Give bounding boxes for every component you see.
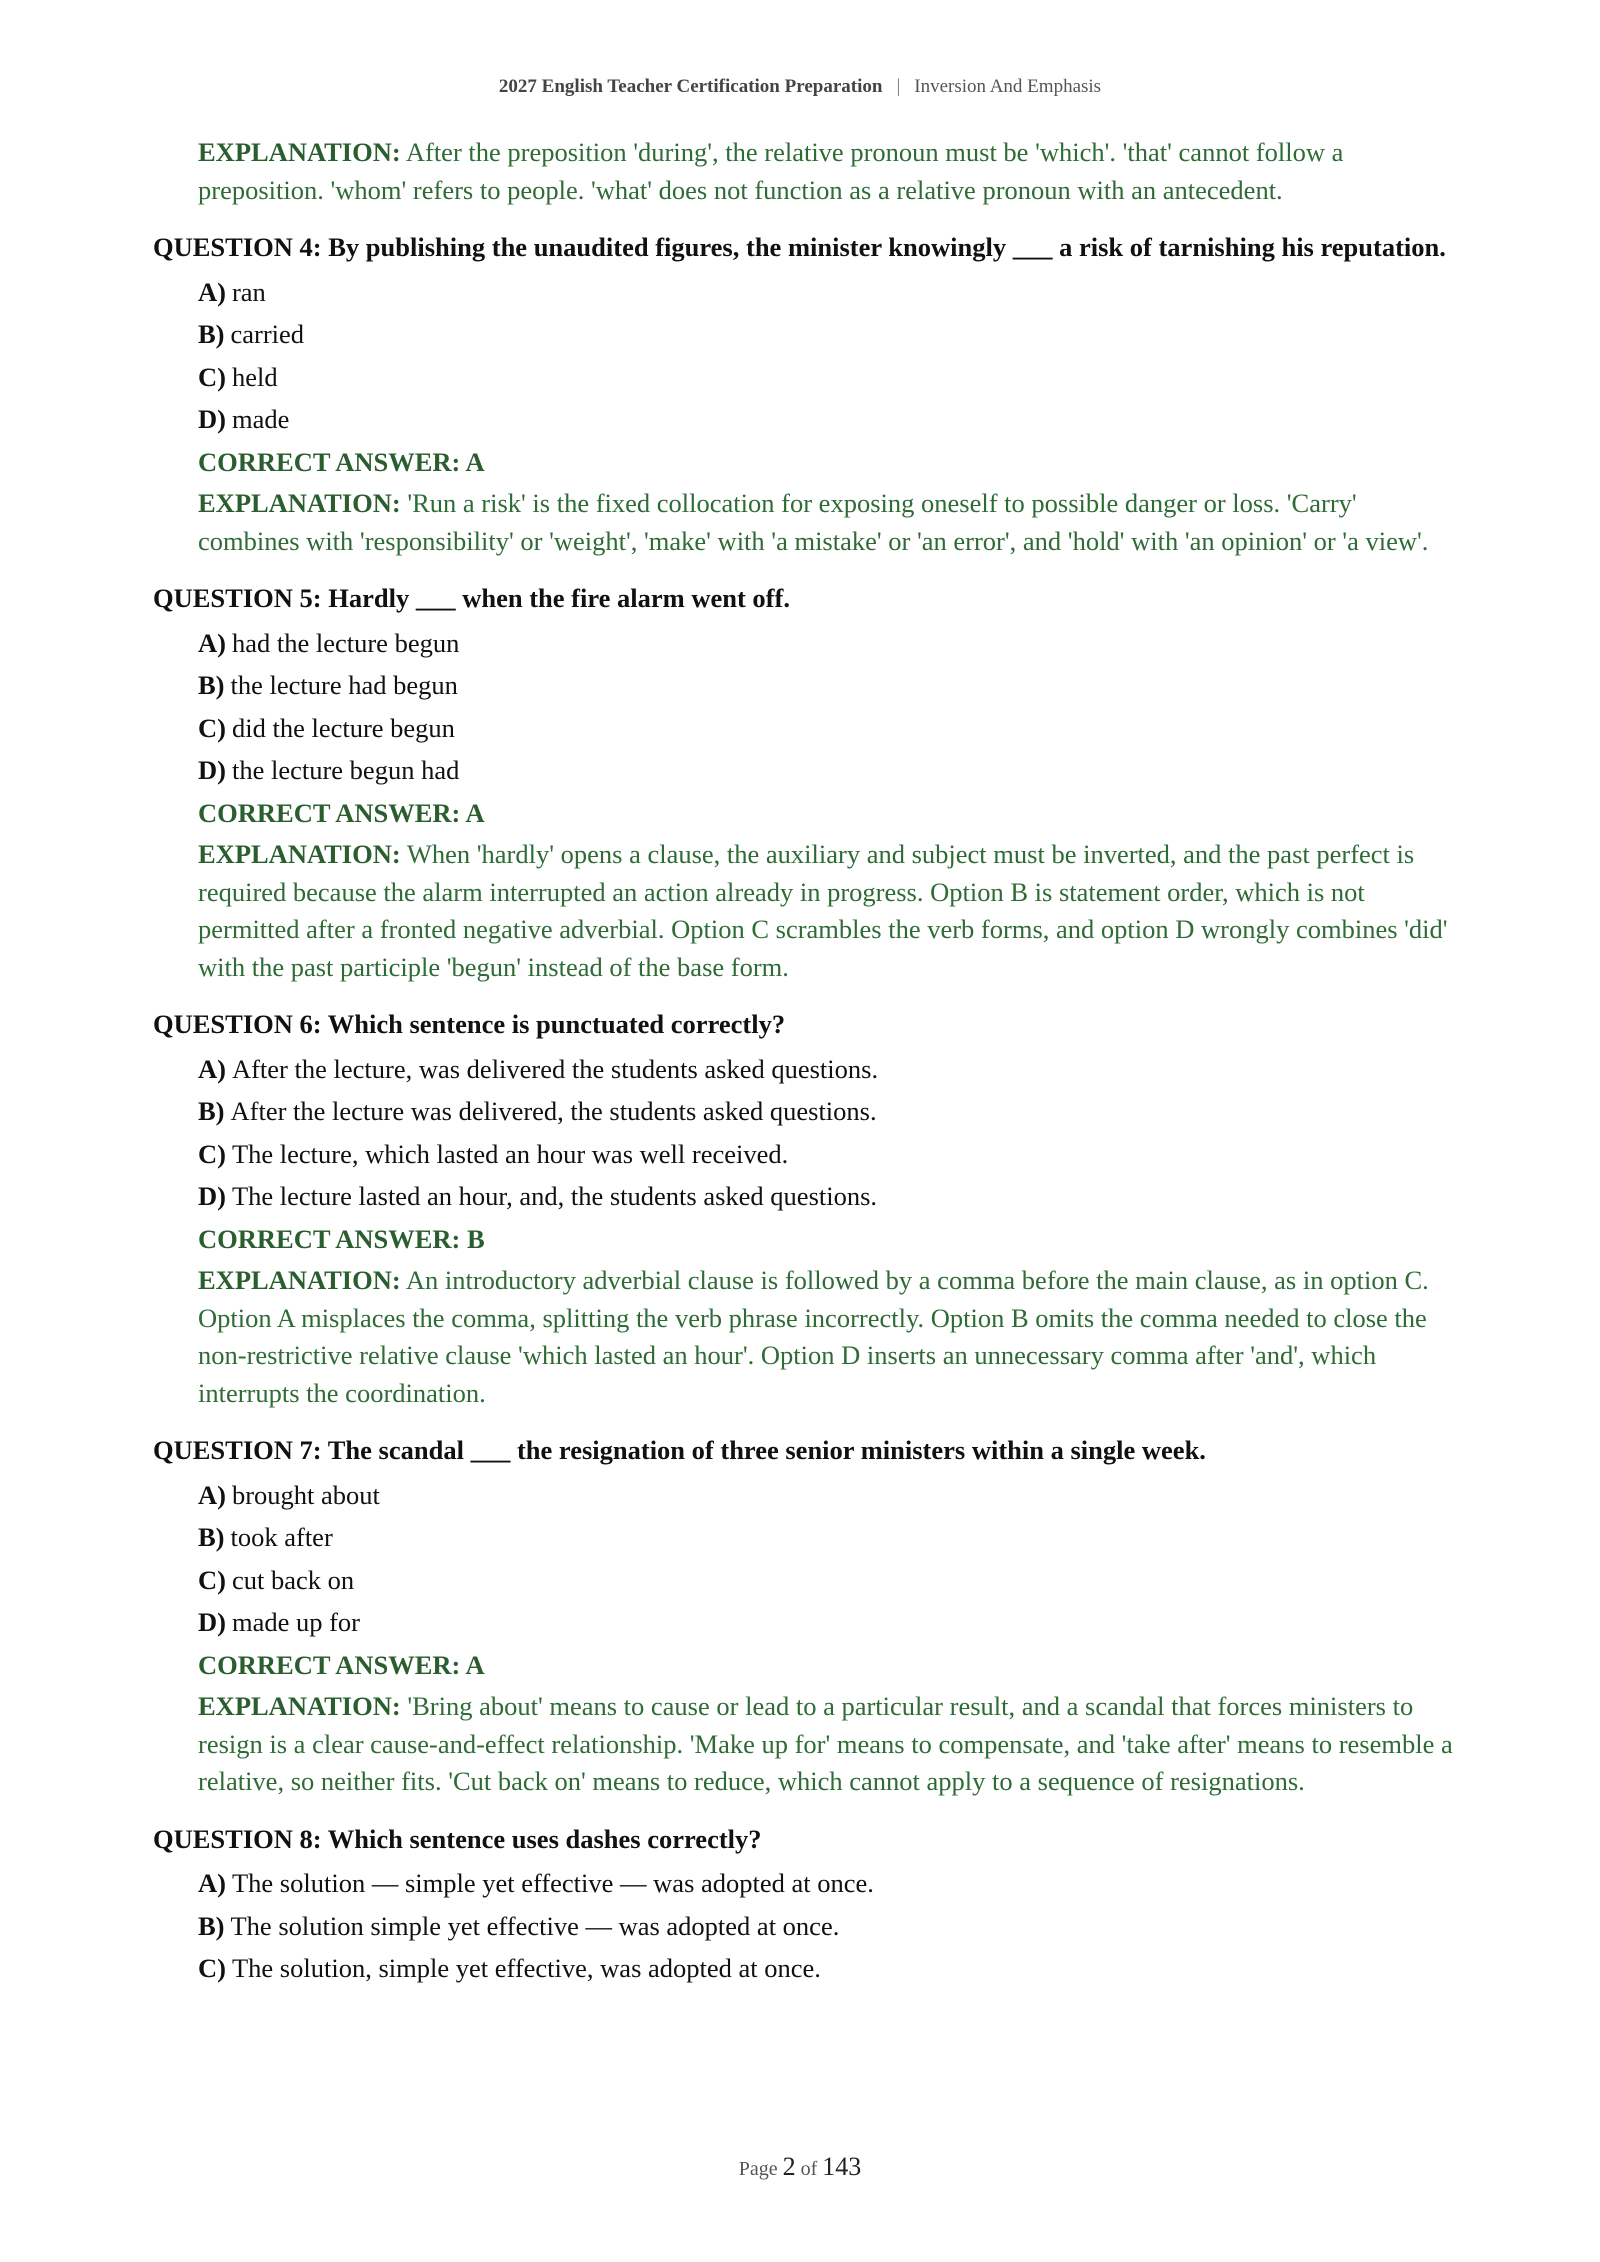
option-letter: D) [198, 1607, 226, 1637]
option-text: took after [230, 1522, 333, 1552]
option-text: made [231, 404, 290, 434]
explanation [198, 485, 1453, 560]
option-text: did the lecture begun [231, 712, 455, 743]
explanation [198, 1262, 1453, 1412]
option-text: brought about [231, 1479, 380, 1510]
explanation-label: EXPLANATION: [198, 839, 401, 869]
option-text: After the lecture was delivered, the students asked questions. [230, 1096, 877, 1126]
explanation-label: EXPLANATION: [198, 1265, 401, 1295]
option-b [198, 1905, 1453, 1948]
question-4 [153, 229, 1453, 560]
question-6 [153, 1006, 1453, 1412]
question-8 [153, 1821, 1453, 1990]
explanation-text: After the preposition 'during', the relative pronoun must be 'which'. 'that' cannot follow a preposition. 'whom' refers to people. 'what' does not function as a relative pronoun with an antecedent. [198, 137, 1344, 205]
option-letter: B) [198, 1910, 225, 1941]
option-text: The lecture, which lasted an hour was well received. [231, 1138, 789, 1169]
option-letter: A) [198, 1868, 226, 1898]
option-d [198, 1175, 1453, 1218]
option-a [198, 1474, 1453, 1517]
explanation-label: EXPLANATION: [198, 1691, 401, 1721]
option-text: carried [230, 319, 305, 349]
page-footer [0, 2152, 1600, 2182]
option-letter: D) [198, 1181, 226, 1211]
page-content [153, 134, 1453, 2010]
page-word: Page [738, 2158, 778, 2180]
option-letter: B) [198, 670, 225, 700]
option-text: cut back on [231, 1564, 355, 1595]
correct-answer: CORRECT ANSWER: A [198, 446, 485, 477]
question-stem: QUESTION 6: Which sentence is punctuated correctly? [153, 1009, 786, 1039]
option-letter: C) [198, 1953, 226, 1983]
option-b [198, 1516, 1453, 1559]
header-section: Inversion And Emphasis [914, 76, 1102, 97]
option-text: The solution — simple yet effective — was adopted at once. [231, 1868, 874, 1898]
option-d [198, 1601, 1453, 1644]
option-text: the lecture had begun [230, 670, 458, 700]
option-c [198, 1947, 1453, 1990]
option-b [198, 664, 1453, 707]
explanation-q3 [198, 134, 1453, 209]
option-letter: C) [198, 1564, 226, 1595]
header-separator: | [896, 76, 901, 97]
correct-answer: CORRECT ANSWER: A [198, 1649, 485, 1680]
option-letter: A) [198, 1053, 226, 1084]
option-b [198, 1090, 1453, 1133]
explanation-label: EXPLANATION: [198, 137, 401, 167]
option-letter: A) [198, 627, 226, 658]
option-letter: C) [198, 712, 226, 743]
running-header [0, 76, 1600, 98]
option-text: After the lecture, was delivered the students asked questions. [231, 1053, 879, 1084]
option-text: made up for [231, 1607, 361, 1637]
explanation-text: 'Bring about' means to cause or lead to a particular result, and a scandal that forces ministers to resign is a clear cause-and-effect relationship. 'Make up for' means to compensate, and 'take after' means to resemble a relative, so neither fits. 'Cut back on' means to reduce, which cannot apply to a sequence of resignations. [198, 1691, 1453, 1796]
question-5 [153, 580, 1453, 986]
option-a [198, 1862, 1453, 1905]
option-b [198, 313, 1453, 356]
option-text: The solution simple yet effective — was adopted at once. [230, 1910, 840, 1941]
question-stem: QUESTION 4: By publishing the unaudited figures, the minister knowingly ___ a risk of tarnishing his reputation. [153, 232, 1446, 262]
option-c [198, 1133, 1453, 1176]
explanation-label: EXPLANATION: [198, 488, 401, 518]
correct-answer: CORRECT ANSWER: B [198, 1223, 485, 1254]
option-text: The lecture lasted an hour, and, the students asked questions. [231, 1181, 878, 1211]
option-d [198, 749, 1453, 792]
option-text: had the lecture begun [231, 627, 460, 658]
option-d [198, 398, 1453, 441]
option-text: the lecture begun had [231, 755, 460, 785]
question-7 [153, 1432, 1453, 1801]
option-letter: B) [198, 319, 225, 349]
option-letter: C) [198, 361, 226, 392]
option-letter: A) [198, 276, 226, 307]
option-c [198, 356, 1453, 399]
option-text: The solution, simple yet effective, was adopted at once. [231, 1953, 821, 1983]
explanation-text: When 'hardly' opens a clause, the auxiliary and subject must be inverted, and the past perfect is required because the alarm interrupted an action already in progress. Option B is statement order, which is not permitted after a fronted negative adverbial. Option C scrambles the verb forms, and option D wrongly combines 'did' with the past participle 'begun' instead of the base form. [198, 839, 1448, 982]
option-letter: D) [198, 755, 226, 785]
page-number: 2 [782, 2152, 796, 2181]
explanation-text: 'Run a risk' is the fixed collocation for exposing oneself to possible danger or loss. 'Carry' combines with 'responsibility' or 'weight', 'make' with 'a mistake' or 'an error', and 'hold' with 'an opinion' or 'a view'. [198, 488, 1429, 556]
header-title: 2027 English Teacher Certification Preparation [498, 76, 883, 97]
explanation [198, 1688, 1453, 1801]
option-a [198, 271, 1453, 314]
option-letter: C) [198, 1138, 226, 1169]
explanation-text: An introductory adverbial clause is followed by a comma before the main clause, as in option C. Option A misplaces the comma, splitting the verb phrase incorrectly. Option B omits the comma needed to close the non-restrictive relative clause 'which lasted an hour'. Option D inserts an unnecessary comma after 'and', which interrupts the coordination. [198, 1265, 1429, 1408]
option-text: ran [231, 276, 266, 307]
total-pages: 143 [822, 2152, 862, 2181]
option-a [198, 622, 1453, 665]
option-c [198, 707, 1453, 750]
option-letter: A) [198, 1479, 226, 1510]
correct-answer: CORRECT ANSWER: A [198, 797, 485, 828]
of-word: of [800, 2158, 818, 2180]
option-a [198, 1048, 1453, 1091]
option-letter: D) [198, 404, 226, 434]
question-stem: QUESTION 7: The scandal ___ the resignation of three senior ministers within a single week. [153, 1435, 1206, 1465]
option-c [198, 1559, 1453, 1602]
explanation [198, 836, 1453, 986]
option-letter: B) [198, 1522, 225, 1552]
option-letter: B) [198, 1096, 225, 1126]
question-stem: QUESTION 5: Hardly ___ when the fire alarm went off. [153, 583, 790, 613]
option-text: held [231, 361, 278, 392]
question-stem: QUESTION 8: Which sentence uses dashes correctly? [153, 1823, 762, 1854]
